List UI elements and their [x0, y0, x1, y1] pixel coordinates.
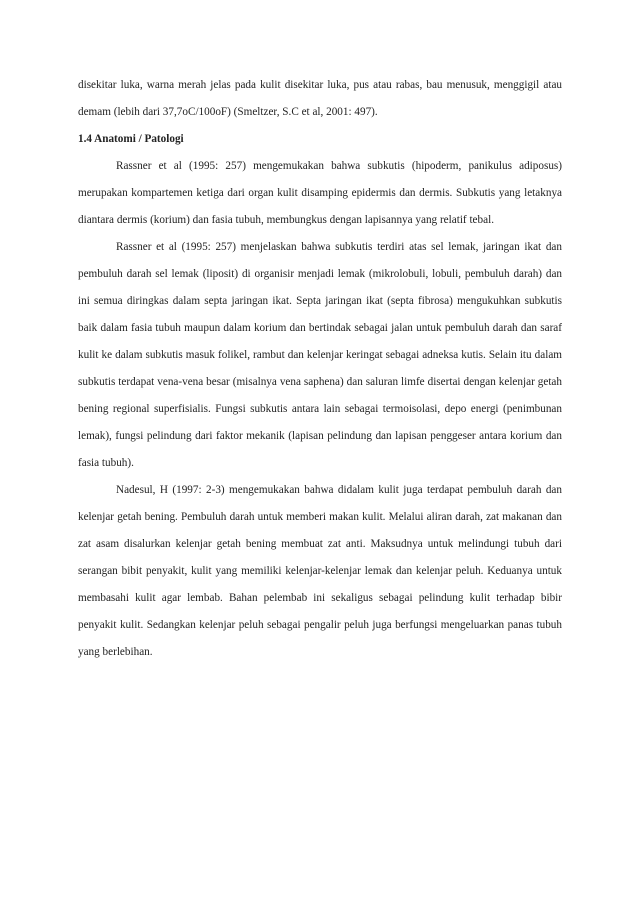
page-body — [78, 72, 562, 666]
paragraph-rassner-1: Rassner et al (1995: 257) mengemukakan bahwa subkutis (hipoderm, panikulus adiposus) merupakan kompartemen ketiga dari organ kulit disamping epidermis dan dermis. Subkutis yang letaknya diantara dermis (korium) dan fasia tubuh, membungkus dengan lapisannya yang relatif tebal. — [78, 160, 562, 226]
paragraph-rassner-2: Rassner et al (1995: 257) menjelaskan bahwa subkutis terdiri atas sel lemak, jaringan ikat dan pembuluh darah sel lemak (liposit) di organisir menjadi lemak (mikrolobuli, lobuli, pembuluh darah) dan ini semua diringkas dalam septa jaringan ikat. Septa jaringan ikat (septa fibrosa) mengukuhkan subkutis baik dalam fasia tubuh maupun dalam korium dan bertindak sebagai jalan untuk pembuluh darah dan saraf kulit ke dalam subkutis masuk folikel, rambut dan kelenjar keringat sebagai adneksa kutis. Selain itu dalam subkutis terdapat vena-vena besar (misalnya vena saphena) dan saluran limfe disertai dengan kelenjar getah bening regional superfisialis. Fungsi subkutis antara lain sebagai termoisolasi, depo energi (penimbunan lemak), fungsi pelindung dari faktor mekanik (lapisan pelindung dan lapisan penggeser antara korium dan fasia tubuh). — [78, 241, 562, 469]
paragraph-nadesul: Nadesul, H (1997: 2-3) mengemukakan bahwa didalam kulit juga terdapat pembuluh darah dan kelenjar getah bening. Pembuluh darah untuk memberi makan kulit. Melalui aliran darah, zat makanan dan zat asam disalurkan kelenjar getah bening membuat zat anti. Maksudnya untuk melindungi tubuh dari serangan bibit penyakit, kulit yang memiliki kelenjar-kelenjar lemak dan kelenjar peluh. Keduanya untuk membasahi kulit agar lembab. Bahan pelembab ini sekaligus sebagai pelindung kulit terhadap bibir penyakit kulit. Sedangkan kelenjar peluh sebagai pengalir peluh juga berfungsi mengeluarkan panas tubuh yang berlebihan. — [78, 484, 562, 658]
section-heading: 1.4 Anatomi / Patologi — [78, 133, 184, 145]
paragraph-continuation: disekitar luka, warna merah jelas pada kulit disekitar luka, pus atau rabas, bau menusuk, menggigil atau demam (lebih dari 37,7oC/100oF) (Smeltzer, S.C et al, 2001: 497). — [78, 79, 562, 118]
